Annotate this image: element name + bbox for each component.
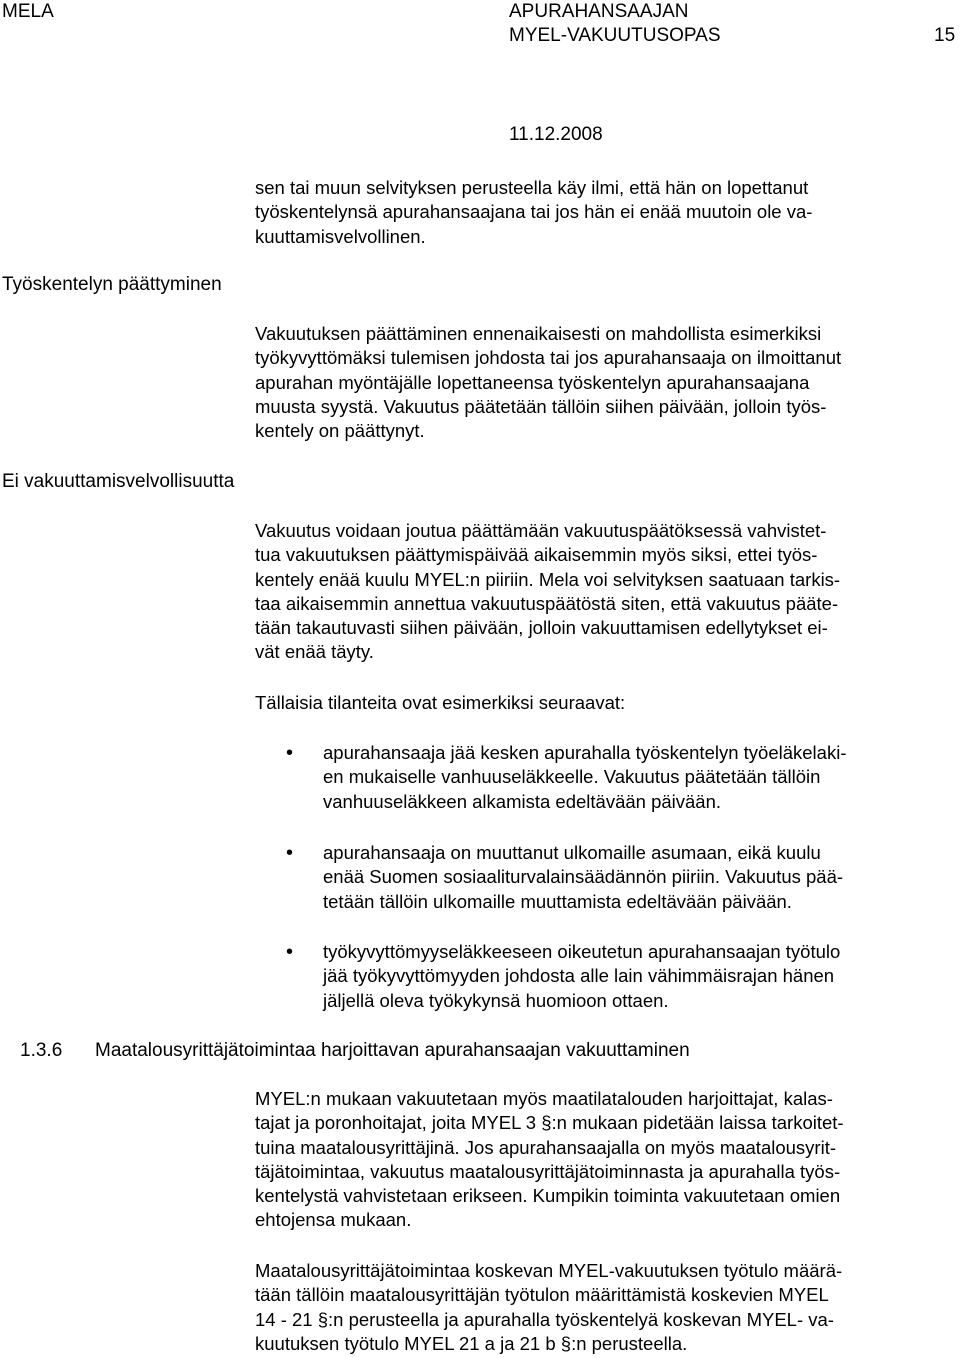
text-line: vanhuuseläkkeen alkamista edeltävään päivään.: [323, 790, 722, 812]
text-line: vät enää täyty.: [255, 641, 374, 663]
text-line: työskentelynsä apurahansaajana tai jos hän ei enää muutoin ole va-: [255, 201, 813, 223]
text-line: Vakuutus voidaan joutua päättämään vakuutuspäätöksessä vahvistet-: [255, 520, 827, 541]
text-line: työkyvyttömäksi tulemisen johdosta tai jos apurahansaaja on ilmoittanut: [255, 347, 842, 369]
text-line: kentely on päättynyt.: [255, 420, 425, 442]
text-line: tetään tällöin ulkomaille muuttamista edeltävään päivään.: [323, 890, 792, 912]
header-title-line2: MYEL-VAKUUTUSOPAS: [509, 25, 721, 46]
text-line: sen tai muun selvityksen perusteella käy ilmi, että hän on lopettanut: [255, 177, 809, 198]
text-line: 14 - 21 §:n perusteella ja apurahalla työskentelyä koskevan MYEL- va-: [255, 1308, 834, 1330]
text-line: MYEL:n mukaan vakuutetaan myös maatilatalouden harjoittajat, kalas-: [255, 1088, 833, 1109]
header-date: 11.12.2008: [509, 124, 603, 145]
text-line: taa aikaisemmin annettua vakuutuspäätöstä siten, että vakuutus pääte-: [255, 592, 839, 614]
text-line: tään takautuvasti siihen päivään, jolloin vakuuttamisen edellytykset ei-: [255, 617, 828, 639]
text-line: kentely enää kuulu MYEL:n piiriin. Mela voi selvityksen saatuaan tarkis-: [255, 568, 841, 590]
header-org: MELA: [2, 1, 54, 22]
text-line: jää työkyvyttömyyden johdosta alle lain vähimmäisrajan hänen: [323, 965, 835, 987]
text-line: kuuttamisvelvollinen.: [255, 225, 426, 247]
text-line: apurahansaaja jää kesken apurahalla työskentelyn työeläkelaki-: [323, 742, 847, 763]
text-line: Maatalousyrittäjätoimintaa koskevan MYEL-vakuutuksen työtulo määrä-: [255, 1260, 843, 1281]
bullet-item-disability: [323, 940, 933, 1013]
paragraph-agricultural-income: [255, 1259, 935, 1356]
bullet-marker: •: [286, 941, 294, 963]
text-line: jäljellä oleva työkykynsä huomioon ottaen.: [323, 989, 669, 1011]
bullet-marker: •: [286, 842, 294, 864]
bullet-marker: •: [286, 742, 294, 764]
text-line: kuutuksen työtulo MYEL 21 a ja 21 b §:n perusteella.: [255, 1332, 688, 1354]
text-line: tajat ja poronhoitajat, joita MYEL 3 §:n mukaan pidetään laissa tarkoitet-: [255, 1112, 844, 1134]
text-line: muusta syystä. Vakuutus päätetään tällöin siihen päivään, jolloin työs-: [255, 395, 827, 417]
paragraph-early-termination: [255, 322, 935, 443]
bullet-item-retirement: [323, 741, 933, 814]
paragraph-examples-intro: [255, 691, 935, 715]
text-line: en mukaiselle vanhuuseläkkeelle. Vakuutus päätetään tällöin: [323, 766, 821, 788]
text-line: Tällaisia tilanteita ovat esimerkiksi seuraavat:: [255, 692, 626, 713]
section-number: 1.3.6: [20, 1040, 63, 1061]
text-line: tään tällöin maatalousyrittäjän työtulon määrittämistä koskevien MYEL: [255, 1284, 829, 1306]
text-line: ehtojensa mukaan.: [255, 1209, 412, 1231]
header-title-line1: APURAHANSAAJAN: [509, 1, 689, 22]
text-line: enää Suomen sosiaaliturvalainsäädännön piiriin. Vakuutus pää-: [323, 866, 844, 888]
text-line: täjätoimintaa, vakuutus maatalousyrittäjätoiminnasta ja apurahalla työs-: [255, 1160, 841, 1182]
margin-label-no-insurance-obligation: Ei vakuuttamisvelvollisuutta: [2, 471, 235, 492]
text-line: apurahan myöntäjälle lopettaneensa työskentelyn apurahansaajana: [255, 371, 810, 393]
text-line: tuina maatalousyrittäjinä. Jos apurahansaajalla on myös maatalousyrit-: [255, 1136, 836, 1158]
margin-label-work-ending: Työskentelyn päättyminen: [2, 274, 222, 295]
paragraph-retroactive-termination: [255, 519, 935, 665]
paragraph-intro: [255, 176, 935, 249]
text-line: apurahansaaja on muuttanut ulkomaille asumaan, eikä kuulu: [323, 842, 821, 863]
paragraph-agricultural-insurance: [255, 1087, 935, 1233]
text-line: tua vakuutuksen päättymispäivää aikaisemmin myös siksi, ettei työs-: [255, 544, 818, 566]
bullet-item-moved-abroad: [323, 841, 933, 914]
text-line: kentelystä vahvistetaan erikseen. Kumpikin toiminta vakuutetaan omien: [255, 1185, 841, 1207]
header-page-number: 15: [934, 25, 956, 46]
text-line: työkyvyttömyyseläkkeeseen oikeutetun apurahansaajan työtulo: [323, 941, 841, 962]
section-title: Maatalousyrittäjätoimintaa harjoittavan apurahansaajan vakuuttaminen: [95, 1040, 690, 1061]
text-line: Vakuutuksen päättäminen ennenaikaisesti on mahdollista esimerkiksi: [255, 323, 822, 344]
